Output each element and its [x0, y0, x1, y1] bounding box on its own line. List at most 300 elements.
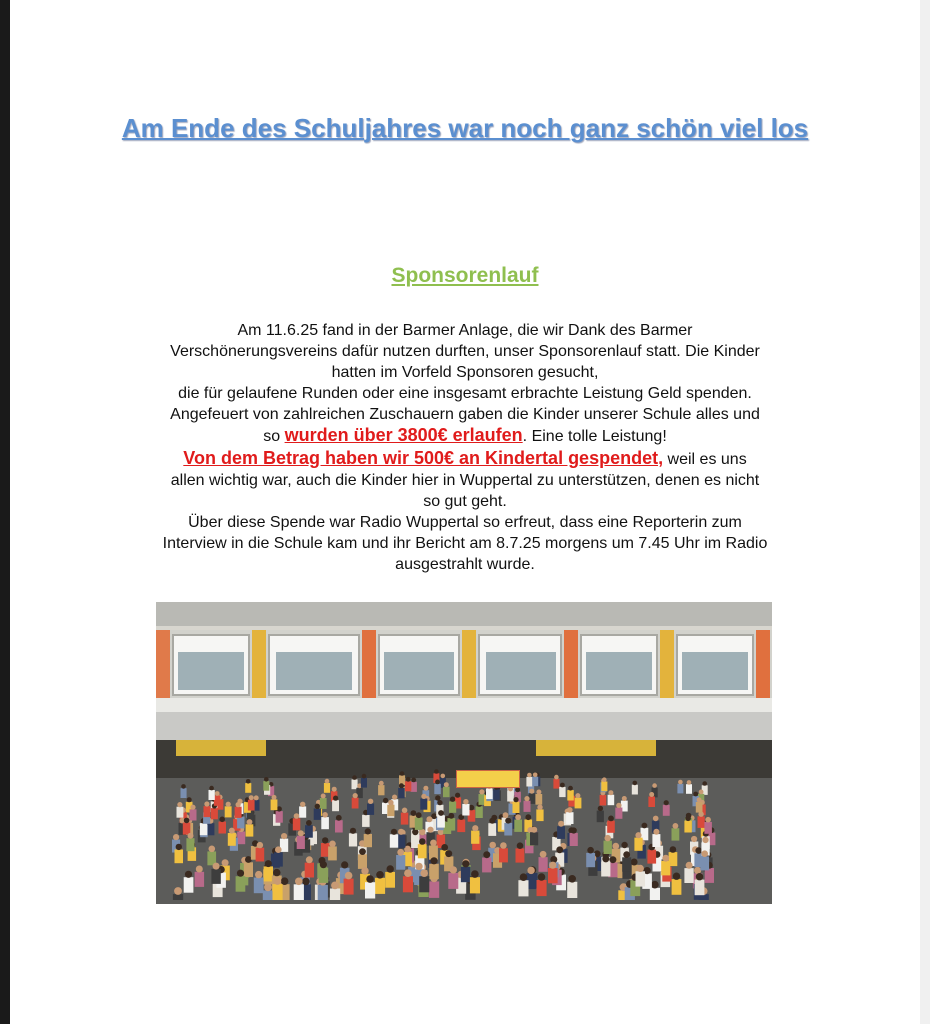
crowd-person-body	[536, 794, 543, 805]
crowd-person-head	[687, 780, 692, 785]
crowd-person-head	[249, 795, 254, 800]
crowd-person-head	[525, 814, 531, 820]
crowd-person-head	[400, 771, 405, 776]
crowd-person-body	[650, 888, 660, 900]
crowd-person-head	[236, 802, 241, 807]
photo-window-pane	[384, 652, 454, 690]
crowd-person-body	[403, 876, 413, 892]
crowd-person-head	[537, 805, 542, 810]
crowd-person-head	[568, 786, 573, 791]
crowd-person-body	[352, 798, 359, 809]
crowd-person-head	[635, 832, 641, 838]
crowd-person-head	[652, 783, 657, 788]
crowd-person-body	[526, 777, 532, 787]
crowd-person-head	[520, 873, 528, 881]
amount-highlight: wurden über 3800€ erlaufen	[284, 425, 523, 446]
crowd-person-head	[637, 865, 644, 872]
crowd-person-head	[181, 784, 186, 789]
crowd-person-head	[571, 827, 577, 833]
crowd-person-head	[608, 790, 613, 795]
school-group-photo	[156, 602, 772, 904]
crowd-person-body	[396, 855, 405, 870]
crowd-person-body	[211, 869, 220, 884]
crowd-person-head	[416, 812, 422, 818]
crowd-person-body	[190, 809, 197, 820]
crowd-person-head	[517, 842, 524, 849]
crowd-person-head	[575, 793, 580, 798]
crowd-person-body	[209, 790, 215, 800]
crowd-person-head	[213, 863, 220, 870]
crowd-person-head	[448, 813, 454, 819]
crowd-person-head	[701, 850, 708, 857]
crowd-person-head	[222, 859, 229, 866]
crowd-person-head	[653, 816, 659, 822]
crowd-person-head	[693, 792, 698, 797]
crowd-person-body	[244, 862, 253, 877]
crowd-person-body	[211, 808, 218, 819]
crowd-person-body	[419, 876, 429, 892]
crowd-person-head	[678, 780, 683, 785]
crowd-person-head	[383, 798, 388, 803]
crowd-person-body	[482, 858, 491, 873]
crowd-person-body	[704, 822, 712, 834]
crowd-person-head	[226, 802, 231, 807]
crowd-person-body	[398, 788, 405, 799]
crowd-person-head	[332, 787, 337, 792]
crowd-person-body	[364, 834, 372, 847]
crowd-person-body	[328, 846, 337, 860]
crowd-person-head	[320, 861, 327, 868]
crowd-person-body	[504, 823, 512, 836]
crowd-person-body	[536, 809, 543, 821]
crowd-person-body	[499, 848, 508, 862]
crowd-person-head	[264, 777, 269, 782]
crowd-person-head	[411, 810, 417, 816]
crowd-person-body	[700, 856, 709, 870]
crowd-person-head	[325, 779, 330, 784]
crowd-person-head	[529, 789, 534, 794]
crowd-person-head	[352, 775, 357, 780]
crowd-person-body	[219, 822, 227, 834]
crowd-person-body	[600, 795, 607, 806]
crowd-person-body	[586, 853, 595, 867]
crowd-person-body	[385, 872, 395, 888]
crowd-person-body	[411, 782, 417, 792]
crowd-person-body	[632, 785, 638, 795]
crowd-person-body	[634, 838, 642, 851]
crowd-person-body	[195, 872, 205, 887]
crowd-person-head	[699, 790, 704, 795]
crowd-person-body	[181, 788, 187, 798]
crowd-person-head	[415, 863, 422, 870]
crowd-person-head	[670, 846, 677, 853]
crowd-person-head	[560, 783, 565, 788]
screen-edge-right	[920, 0, 930, 1024]
crowd-person-head	[353, 793, 358, 798]
crowd-person-head	[300, 802, 305, 807]
section-heading: Sponsorenlauf	[391, 264, 539, 287]
amount-suffix: . Eine tolle Leistung!	[522, 428, 667, 446]
crowd-person-body	[548, 868, 558, 883]
crowd-person-head	[609, 856, 616, 863]
crowd-person-head	[462, 860, 469, 867]
crowd-person-head	[176, 844, 182, 850]
crowd-person-head	[621, 842, 627, 848]
photo-crowd	[166, 750, 726, 900]
crowd-person-body	[214, 795, 221, 805]
crowd-person-head	[653, 829, 659, 835]
crowd-person-body	[418, 844, 427, 858]
crowd-person-head	[685, 816, 691, 822]
crowd-person-body	[405, 781, 411, 791]
crowd-person-head	[602, 855, 609, 862]
crowd-person-body	[175, 850, 184, 864]
crowd-person-head	[623, 851, 630, 858]
crowd-person-body	[429, 881, 439, 898]
crowd-person-head	[489, 818, 495, 824]
crowd-person-body	[447, 818, 455, 831]
article-paragraph	[108, 320, 822, 575]
crowd-person-body	[415, 818, 423, 830]
crowd-person-body	[401, 813, 409, 825]
crowd-person-body	[695, 880, 705, 896]
crowd-person-head	[662, 855, 669, 862]
photo-pillar	[156, 630, 170, 700]
crowd-person-head	[365, 828, 371, 834]
crowd-person-body	[677, 784, 683, 794]
crowd-person-head	[419, 838, 426, 845]
crowd-person-head	[649, 792, 654, 797]
crowd-person-head	[420, 869, 428, 877]
crowd-person-head	[209, 786, 214, 791]
crowd-person-body	[647, 850, 656, 864]
crowd-person-body	[204, 806, 211, 817]
crowd-person-head	[421, 794, 426, 799]
crowd-person-head	[556, 846, 563, 853]
crowd-person-head	[505, 818, 511, 824]
document-title: Am Ende des Schuljahres war noch ganz schön viel los	[121, 113, 809, 143]
crowd-person-body	[684, 821, 691, 833]
crowd-person-body	[686, 784, 692, 794]
crowd-person-body	[248, 800, 255, 811]
crowd-person-body	[344, 879, 354, 895]
donation-highlight: Von dem Betrag haben wir 500€ an Kindertal gespendet,	[183, 447, 664, 468]
crowd-person-body	[235, 807, 242, 818]
crowd-person-body	[245, 783, 251, 793]
crowd-person-head	[404, 869, 412, 877]
crowd-person-head	[265, 860, 272, 867]
crowd-person-head	[691, 836, 697, 842]
crowd-person-body	[470, 877, 480, 893]
crowd-person-body	[448, 873, 458, 889]
crowd-person-head	[361, 867, 368, 874]
donation-line	[108, 448, 822, 470]
crowd-person-head	[257, 842, 263, 848]
crowd-person-head	[219, 817, 225, 823]
crowd-person-body	[449, 801, 456, 812]
crowd-person-head	[196, 866, 203, 873]
photo-roof	[156, 602, 772, 628]
crowd-person-head	[471, 870, 479, 878]
crowd-person-head	[295, 878, 303, 886]
crowd-person-body	[513, 802, 520, 813]
crowd-person-head	[281, 877, 289, 885]
photo-pillar	[362, 630, 376, 700]
crowd-person-body	[557, 826, 565, 839]
crowd-person-head	[503, 812, 509, 818]
crowd-person-body	[318, 885, 328, 900]
crowd-person-body	[663, 805, 670, 816]
crowd-person-head	[598, 806, 603, 811]
crowd-person-head	[694, 867, 701, 874]
crowd-person-body	[672, 879, 682, 895]
crowd-person-body	[486, 789, 493, 800]
crowd-person-body	[294, 884, 304, 900]
text-line: Über diese Spende war Radio Wuppertal so erfreut, dass eine Reporterin zum	[188, 513, 742, 531]
crowd-person-body	[567, 790, 574, 800]
crowd-person-head	[536, 790, 541, 795]
crowd-person-body	[390, 834, 398, 847]
photo-pillar	[564, 630, 578, 700]
crowd-person-body	[524, 801, 531, 812]
crowd-person-body	[607, 821, 615, 833]
crowd-person-body	[672, 828, 680, 840]
crowd-person-head	[531, 827, 537, 833]
crowd-person-body	[273, 884, 283, 900]
crowd-person-head	[302, 878, 310, 886]
crowd-person-head	[450, 797, 455, 802]
crowd-person-head	[426, 816, 432, 822]
crowd-person-body	[349, 833, 357, 846]
crowd-person-body	[604, 841, 612, 854]
crowd-person-body	[361, 778, 367, 788]
crowd-person-head	[322, 837, 328, 843]
crowd-person-head	[188, 833, 194, 839]
crowd-person-head	[702, 781, 707, 786]
crowd-person-head	[434, 769, 439, 774]
crowd-person-body	[305, 825, 313, 838]
crowd-person-head	[463, 799, 468, 804]
crowd-person-head	[321, 794, 326, 799]
crowd-person-head	[387, 865, 394, 872]
crowd-person-head	[533, 773, 538, 778]
crowd-person-body	[539, 857, 548, 872]
crowd-person-head	[237, 870, 244, 877]
crowd-person-body	[293, 818, 301, 830]
text-line: allen wichtig war, auch die Kinder hier in Wuppertal zu unterstützen, denen es nicht	[170, 471, 760, 489]
crowd-person-head	[185, 871, 192, 878]
text-line: hatten im Vorfeld Sponsoren gesucht,	[331, 364, 599, 382]
crowd-person-body	[530, 832, 538, 845]
crowd-person-head	[272, 795, 277, 800]
crowd-person-body	[636, 871, 646, 886]
crowd-person-head	[651, 881, 659, 889]
crowd-person-body	[263, 781, 269, 791]
crowd-person-body	[443, 787, 450, 798]
crowd-person-head	[445, 850, 452, 857]
crowd-person-head	[438, 810, 444, 816]
crowd-person-head	[472, 825, 478, 831]
crowd-person-head	[246, 779, 251, 784]
crowd-person-head	[527, 867, 534, 874]
crowd-person-head	[633, 781, 638, 786]
crowd-person-head	[455, 793, 460, 798]
crowd-person-head	[538, 873, 546, 881]
crowd-person-head	[558, 821, 564, 827]
amount-prefix: so	[263, 428, 285, 446]
crowd-person-body	[236, 876, 246, 892]
crowd-person-head	[411, 778, 416, 783]
crowd-person-body	[476, 806, 483, 818]
crowd-person-head	[500, 842, 507, 849]
crowd-person-head	[333, 796, 338, 801]
photo-window-pane	[276, 652, 352, 690]
crowd-person-body	[622, 857, 631, 871]
crowd-person-head	[190, 805, 195, 810]
crowd-person-head	[215, 791, 220, 796]
crowd-person-head	[705, 817, 711, 823]
crowd-person-head	[435, 795, 440, 800]
photo-window-pane	[486, 652, 556, 690]
crowd-person-body	[297, 836, 305, 849]
text-line: Angefeuert von zahlreichen Zuschauern gaben die Kinder unserer Schule alles und	[170, 406, 760, 424]
crowd-person-head	[450, 866, 457, 873]
crowd-person-head	[695, 847, 702, 854]
crowd-person-head	[359, 848, 366, 855]
crowd-person-body	[324, 783, 330, 793]
crowd-person-head	[397, 849, 404, 856]
crowd-person-body	[597, 811, 604, 823]
crowd-person-head	[513, 797, 518, 802]
crowd-person-head	[209, 846, 216, 853]
crowd-person-head	[345, 872, 353, 880]
crowd-person-head	[444, 782, 449, 787]
crowd-person-body	[648, 797, 655, 808]
crowd-person-body	[457, 820, 465, 833]
photo-facade	[156, 712, 772, 740]
crowd-person-head	[602, 777, 607, 782]
amount-line	[108, 425, 822, 447]
crowd-person-head	[524, 796, 529, 801]
crowd-person-head	[427, 827, 433, 833]
crowd-person-head	[489, 842, 496, 849]
crowd-person-body	[330, 889, 340, 901]
photo-window-pane	[682, 652, 748, 690]
crowd-person-body	[358, 854, 367, 869]
crowd-person-head	[673, 873, 680, 880]
crowd-person-body	[559, 787, 565, 797]
crowd-person-head	[549, 862, 556, 869]
crowd-person-head	[567, 807, 573, 813]
photo-window-pane	[178, 652, 244, 690]
crowd-heads	[172, 769, 715, 900]
crowd-person-head	[605, 835, 611, 841]
crowd-person-head	[616, 803, 621, 808]
crowd-person-body	[332, 800, 339, 811]
crowd-person-head	[664, 800, 669, 805]
crowd-person-head	[527, 773, 532, 778]
crowd-person-head	[275, 846, 282, 853]
text-line: so gut geht.	[423, 492, 507, 510]
crowd-person-body	[314, 808, 321, 820]
crowd-person-body	[263, 890, 273, 900]
crowd-person-body	[254, 878, 264, 894]
photo-pillar	[660, 630, 674, 700]
crowd-person-body	[276, 811, 283, 823]
crowd-person-head	[245, 856, 252, 863]
crowd-person-body	[429, 864, 439, 879]
crowd-person-head	[587, 847, 594, 854]
crowd-person-body	[186, 838, 194, 851]
crowd-person-head	[435, 780, 440, 785]
crowd-person-head	[254, 795, 259, 800]
crowd-person-head	[673, 823, 679, 829]
crowd-person-head	[686, 862, 693, 869]
crowd-person-body	[378, 785, 384, 795]
crowd-person-body	[507, 791, 514, 802]
crowd-person-body	[362, 815, 370, 827]
crowd-person-body	[696, 802, 703, 813]
photo-window-pane	[586, 652, 652, 690]
crowd-person-body	[225, 806, 232, 817]
crowd-person-body	[514, 820, 522, 832]
crowd-person-body	[537, 880, 547, 896]
crowd-person-body	[661, 861, 670, 876]
crowd-person-body	[335, 820, 343, 832]
crowd-person-body	[319, 868, 329, 883]
crowd-person-body	[553, 779, 559, 789]
crowd-person-head	[622, 796, 627, 801]
crowd-person-head	[184, 818, 190, 824]
crowd-person-body	[566, 812, 573, 824]
crowd-person-head	[568, 875, 576, 883]
crowd-person-body	[352, 779, 358, 789]
crowd-person-head	[306, 820, 312, 826]
crowd-person-head	[406, 777, 411, 782]
crowd-person-body	[256, 848, 265, 862]
crowd-person-head	[362, 774, 367, 779]
crowd-person-body	[246, 824, 254, 836]
text-line: Interview in die Schule kam und ihr Bericht am 8.7.25 morgens um 7.45 Uhr im Radio	[162, 534, 768, 552]
crowd-person-head	[483, 851, 490, 858]
crowd-person-body	[237, 832, 245, 845]
crowd-person-head	[274, 877, 282, 885]
crowd-person-head	[306, 856, 313, 863]
crowd-person-head	[479, 789, 484, 794]
crowd-person-body	[228, 833, 236, 846]
crowd-person-head	[642, 823, 648, 829]
crowd-person-body	[437, 815, 445, 827]
crowd-person-body	[264, 866, 273, 881]
crowd-person-head	[264, 883, 272, 891]
crowd-person-head	[437, 800, 442, 805]
crowd-person-head	[441, 844, 448, 851]
crowd-person-body	[488, 823, 496, 836]
crowd-person-head	[398, 829, 404, 835]
crowd-person-body	[567, 882, 577, 898]
photo-pillar	[252, 630, 266, 700]
crowd-person-head	[174, 887, 182, 895]
crowd-person-body	[274, 852, 283, 866]
crowd-person-head	[336, 815, 342, 821]
crowd-person-body	[365, 882, 375, 898]
crowd-person-body	[271, 799, 278, 810]
text-line: ausgestrahlt wurde.	[395, 556, 535, 574]
crowd-person-head	[515, 814, 521, 820]
photo-banner	[456, 770, 520, 788]
text-line: die für gelaufene Runden oder eine insgesamt erbrachte Leistung Geld spenden.	[178, 385, 752, 403]
crowd-person-head	[696, 873, 703, 880]
